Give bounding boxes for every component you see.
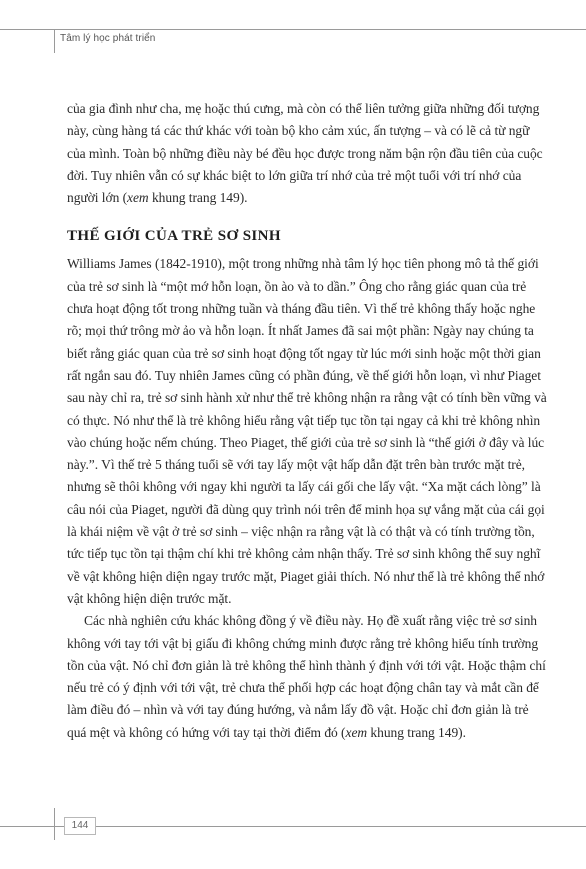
page-body [67, 98, 547, 744]
paragraph-text: Các nhà nghiên cứu khác không đồng ý về điều này. Họ đề xuất rằng việc trẻ sơ sinh không với tay tới vật bị giấu đi không chứng minh được rằng trẻ không hiểu tính trường tồn của vật. Nó chỉ đơn giản là trẻ không thể hình thành ý định với tới vật. Hoặc thậm chí nếu trẻ có ý định với tới vật, trẻ chưa thể phối hợp các hoạt động chân tay và mắt cần để làm điều đó – nhìn và với tay đúng hướng, và nắm lấy đồ vật. Hoặc chỉ đơn giản là trẻ quá mệt và không có hứng với tay tại thời điểm đó ( [67, 613, 546, 740]
paragraph-text: của gia đình như cha, mẹ hoặc thú cưng, mà còn có thể liên tưởng giữa những đối tượng này, cùng hàng tá các thứ khác với toàn bộ kho cảm xúc, ấn tượng – và có lẽ cả từ ngữ của mình. Toàn bộ những điều này bé đều học được trong năm bận rộn đầu tiên của cuộc đời. Tuy nhiên vẫn có sự khác biệt to lớn giữa trí nhớ của trẻ một tuổi với trí nhớ của người lớn ( [67, 101, 543, 206]
paragraph-italic-ref: xem [127, 190, 149, 206]
header-tick-mark [54, 29, 55, 53]
header-rule [0, 29, 586, 30]
section-paragraph-2 [67, 610, 547, 744]
section-paragraph-1: Williams James (1842-1910), một trong những nhà tâm lý học tiên phong mô tả thế giới của trẻ sơ sinh là “một mớ hỗn loạn, ồn ào và to dần.” Ông cho rằng giác quan của trẻ chưa hoạt động tốt trong những tuần và tháng đầu tiên. Vì thế trẻ không thấy hoặc nghe rõ; mọi thứ trông mờ ảo và hỗn loạn. Ít nhất James đã sai một phần: Ngày nay chúng ta biết rằng giác quan của trẻ sơ sinh hoạt động tốt ngay từ lúc mới sinh hoặc một thời gian rất ngắn sau đó. Tuy nhiên James cũng có phần đúng, về thế giới hỗn loạn, vì như Piaget sau này chỉ ra, trẻ sơ sinh hành xử như thể trẻ không nhận ra rằng vật có tính bền vững và có thực. Nó như thể là trẻ không hiểu rằng vật tiếp tục tồn tại ngay cả khi trẻ không nhìn vào chúng hoặc nếm chúng. Theo Piaget, thế giới của trẻ sơ sinh là “thế giới ở đây và lúc này.”. Vì thế trẻ 5 tháng tuổi sẽ với tay lấy một vật hấp dẫn đặt trên bàn trước mặt trẻ, nhưng sẽ thôi không với ngay khi người ta lấy cái gối che lấy vật. “Xa mặt cách lòng” là câu nói của Piaget, người đã dùng quy trình nói trên để minh họa sự vắng mặt của cái gọi là khái niệm về vật ở trẻ sơ sinh – việc nhận ra rằng vật là có thật và có tính trường tồn, tức tiếp tục tồn tại thậm chí khi trẻ không cảm nhận thấy. Trẻ sơ sinh không thể suy nghĩ về vật không hiện diện ngay trước mặt, Piaget giải thích. Nó như thể là trẻ không thể nhớ vật không hiện diện trước mặt. [67, 256, 547, 606]
footer-tick-mark [54, 808, 55, 840]
paragraph-italic-ref: xem [345, 724, 368, 740]
paragraph-continued [67, 98, 547, 209]
paragraph-text-end: khung trang 149). [367, 724, 466, 740]
paragraph-text-end: khung trang 149). [148, 190, 248, 206]
section-heading: THẾ GIỚI CỦA TRẺ SƠ SINH [67, 228, 281, 245]
running-header: Tâm lý học phát triển [60, 33, 156, 44]
page-number: 144 [64, 817, 96, 835]
